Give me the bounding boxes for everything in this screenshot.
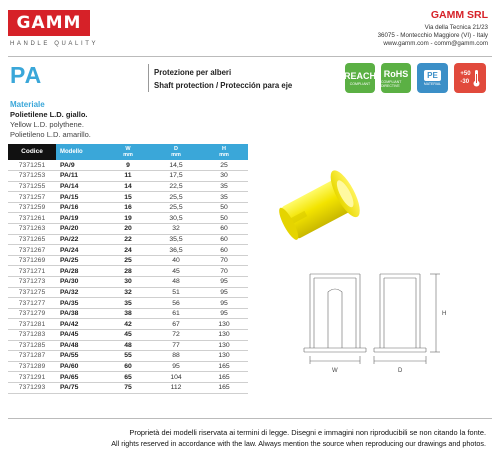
cell-w: 65 [104,372,152,383]
cell-h: 25 [200,160,248,171]
cell-w: 14 [104,181,152,192]
product-image [266,155,376,265]
cell-codice: 7371293 [8,382,56,393]
cell-h: 130 [200,351,248,362]
table-row [8,224,248,235]
cell-modello: PA/30 [56,277,104,288]
table-row [8,213,248,224]
table-row [8,361,248,372]
table-row [8,192,248,203]
cell-codice: 7371269 [8,255,56,266]
header-h-unit: mm [219,152,229,158]
cell-modello: PA/28 [56,266,104,277]
cell-modello: PA/32 [56,287,104,298]
cell-d: 112 [152,382,200,393]
cell-modello: PA/11 [56,171,104,182]
cell-h: 60 [200,234,248,245]
header-w [104,144,152,160]
cell-d: 36,5 [152,245,200,256]
cell-codice: 7371267 [8,245,56,256]
cell-d: 88 [152,351,200,362]
cell-codice: 7371289 [8,361,56,372]
cell-d: 25,5 [152,202,200,213]
gamm-logo [8,10,90,36]
cell-w: 16 [104,202,152,213]
table-row [8,330,248,341]
material-it: Polietilene L.D. giallo. [10,110,88,119]
header-h-label: H [222,146,226,152]
table-row [8,340,248,351]
product-description [154,66,292,92]
cell-w: 9 [104,160,152,171]
logo-box [8,10,90,36]
logo-text: GAMM [16,13,82,33]
header-divider [8,56,492,57]
header-w-unit: mm [123,152,133,158]
temp-high: +50 [460,71,471,77]
footer-divider [8,418,492,419]
cell-d: 72 [152,330,200,341]
cell-d: 51 [152,287,200,298]
cell-h: 130 [200,340,248,351]
table-row [8,245,248,256]
cell-w: 75 [104,382,152,393]
cell-modello: PA/20 [56,224,104,235]
cell-h: 35 [200,181,248,192]
table-row [8,234,248,245]
cell-codice: 7371255 [8,181,56,192]
reach-label: REACH [344,70,377,81]
cell-w: 42 [104,319,152,330]
cell-w: 15 [104,192,152,203]
cell-h: 165 [200,382,248,393]
cell-w: 38 [104,308,152,319]
cell-modello: PA/14 [56,181,104,192]
cell-codice: 7371271 [8,266,56,277]
temperature-values [460,70,470,86]
reach-badge [345,63,375,93]
cell-codice: 7371277 [8,298,56,309]
table-body [8,160,248,393]
address-line-1: Via della Tecnica 21/23 [424,24,488,31]
pe-sub: MATERIAL [423,82,442,86]
dim-label-d: D [398,368,403,374]
table-row [8,181,248,192]
rohs-label: RoHS [383,68,409,79]
header-modello: Modello [56,144,104,160]
tagline: HANDLE QUALITY [10,41,99,47]
cell-codice: 7371253 [8,171,56,182]
cell-d: 45 [152,266,200,277]
title-divider [148,64,149,92]
cell-codice: 7371265 [8,234,56,245]
cell-codice: 7371281 [8,319,56,330]
desc-en-es: Shaft protection / Protección para eje [154,81,293,90]
cell-h: 95 [200,287,248,298]
cell-modello: PA/15 [56,192,104,203]
table-row [8,298,248,309]
cell-h: 50 [200,213,248,224]
cell-d: 25,5 [152,192,200,203]
dimensions-table [8,144,248,394]
cell-h: 130 [200,330,248,341]
pe-badge [417,63,448,93]
cell-d: 40 [152,255,200,266]
cell-w: 32 [104,287,152,298]
cell-codice: 7371259 [8,202,56,213]
cell-codice: 7371273 [8,277,56,288]
cell-h: 30 [200,171,248,182]
cell-d: 61 [152,308,200,319]
table-row [8,171,248,182]
cell-h: 60 [200,224,248,235]
header-d-unit: mm [171,152,181,158]
cell-modello: PA/25 [56,255,104,266]
thermometer-icon [473,69,480,87]
table-row [8,372,248,383]
cell-codice: 7371285 [8,340,56,351]
table-header-row [8,144,248,160]
cell-w: 24 [104,245,152,256]
material-label: Materiale [10,100,45,109]
cell-w: 60 [104,361,152,372]
dim-label-h: H [442,311,447,317]
table-row [8,266,248,277]
cell-codice: 7371275 [8,287,56,298]
cell-modello: PA/55 [56,351,104,362]
cell-h: 165 [200,372,248,383]
table-row [8,277,248,288]
dim-label-w: W [332,368,338,374]
cell-codice: 7371263 [8,224,56,235]
pe-label: PE [424,70,441,81]
rohs-badge [381,63,411,93]
cell-modello: PA/60 [56,361,104,372]
address-line-2: 36075 - Montecchio Maggiore (VI) - Italy [377,32,488,39]
cell-modello: PA/22 [56,234,104,245]
header-d [152,144,200,160]
cell-h: 95 [200,277,248,288]
cell-codice: 7371261 [8,213,56,224]
product-code: PA [10,62,43,88]
cell-w: 55 [104,351,152,362]
cell-modello: PA/42 [56,319,104,330]
cell-w: 48 [104,340,152,351]
cell-d: 22,5 [152,181,200,192]
cell-d: 17,5 [152,171,200,182]
certification-badges [345,63,486,93]
footer-italian: Proprietà dei modelli riservata ai termini di legge. Disegni e immagini non riproducibili se non citando la fonte. [129,428,486,437]
table-row [8,255,248,266]
temperature-badge [454,63,486,93]
cell-d: 32 [152,224,200,235]
cell-modello: PA/19 [56,213,104,224]
cell-codice: 7371279 [8,308,56,319]
table-row [8,287,248,298]
cell-modello: PA/38 [56,308,104,319]
cell-d: 95 [152,361,200,372]
table-row [8,382,248,393]
cell-codice: 7371257 [8,192,56,203]
cell-modello: PA/16 [56,202,104,213]
cell-w: 30 [104,277,152,288]
reach-sub: COMPLIANT [349,81,371,86]
cell-w: 19 [104,213,152,224]
table-row [8,319,248,330]
rohs-sub: COMPLIANT DIRECTIVE [381,79,402,88]
cell-w: 28 [104,266,152,277]
cell-w: 22 [104,234,152,245]
cell-h: 60 [200,245,248,256]
cell-d: 14,5 [152,160,200,171]
table-row [8,308,248,319]
header-d-label: D [174,146,178,152]
desc-it: Protezione per alberi [154,68,232,77]
cell-w: 11 [104,171,152,182]
cell-w: 20 [104,224,152,235]
cell-modello: PA/48 [56,340,104,351]
cell-codice: 7371287 [8,351,56,362]
cell-h: 70 [200,266,248,277]
table-row [8,351,248,362]
technical-drawing [300,272,490,400]
cell-h: 50 [200,202,248,213]
cell-codice: 7371251 [8,160,56,171]
cell-codice: 7371291 [8,372,56,383]
cell-w: 25 [104,255,152,266]
cell-d: 35,5 [152,234,200,245]
cell-codice: 7371283 [8,330,56,341]
cell-h: 35 [200,192,248,203]
footer-english: All rights reserved in accordance with the law. Always mention the source when reproducing our drawings and photos. [111,439,486,448]
header-codice: Codice [8,144,56,160]
temp-low: -30 [460,79,470,85]
cell-d: 77 [152,340,200,351]
cell-modello: PA/75 [56,382,104,393]
table-row [8,202,248,213]
cell-h: 95 [200,308,248,319]
address-line-3: www.gamm.com - comm@gamm.com [383,40,488,47]
cell-h: 95 [200,298,248,309]
cell-w: 35 [104,298,152,309]
cell-modello: PA/35 [56,298,104,309]
header-w-label: W [125,146,131,152]
company-name: GAMM SRL [430,9,488,21]
table-row [8,160,248,171]
cell-w: 45 [104,330,152,341]
company-info [378,9,488,48]
cell-d: 30,5 [152,213,200,224]
cell-h: 165 [200,361,248,372]
cell-modello: PA/65 [56,372,104,383]
material-es: Polietileno L.D. amarillo. [10,130,91,139]
cell-h: 130 [200,319,248,330]
cell-d: 104 [152,372,200,383]
header-h [200,144,248,160]
cell-modello: PA/9 [56,160,104,171]
cell-h: 70 [200,255,248,266]
cell-d: 67 [152,319,200,330]
cell-modello: PA/45 [56,330,104,341]
cell-modello: PA/24 [56,245,104,256]
cell-d: 56 [152,298,200,309]
material-en: Yellow L.D. polythene. [10,120,84,129]
cell-d: 48 [152,277,200,288]
